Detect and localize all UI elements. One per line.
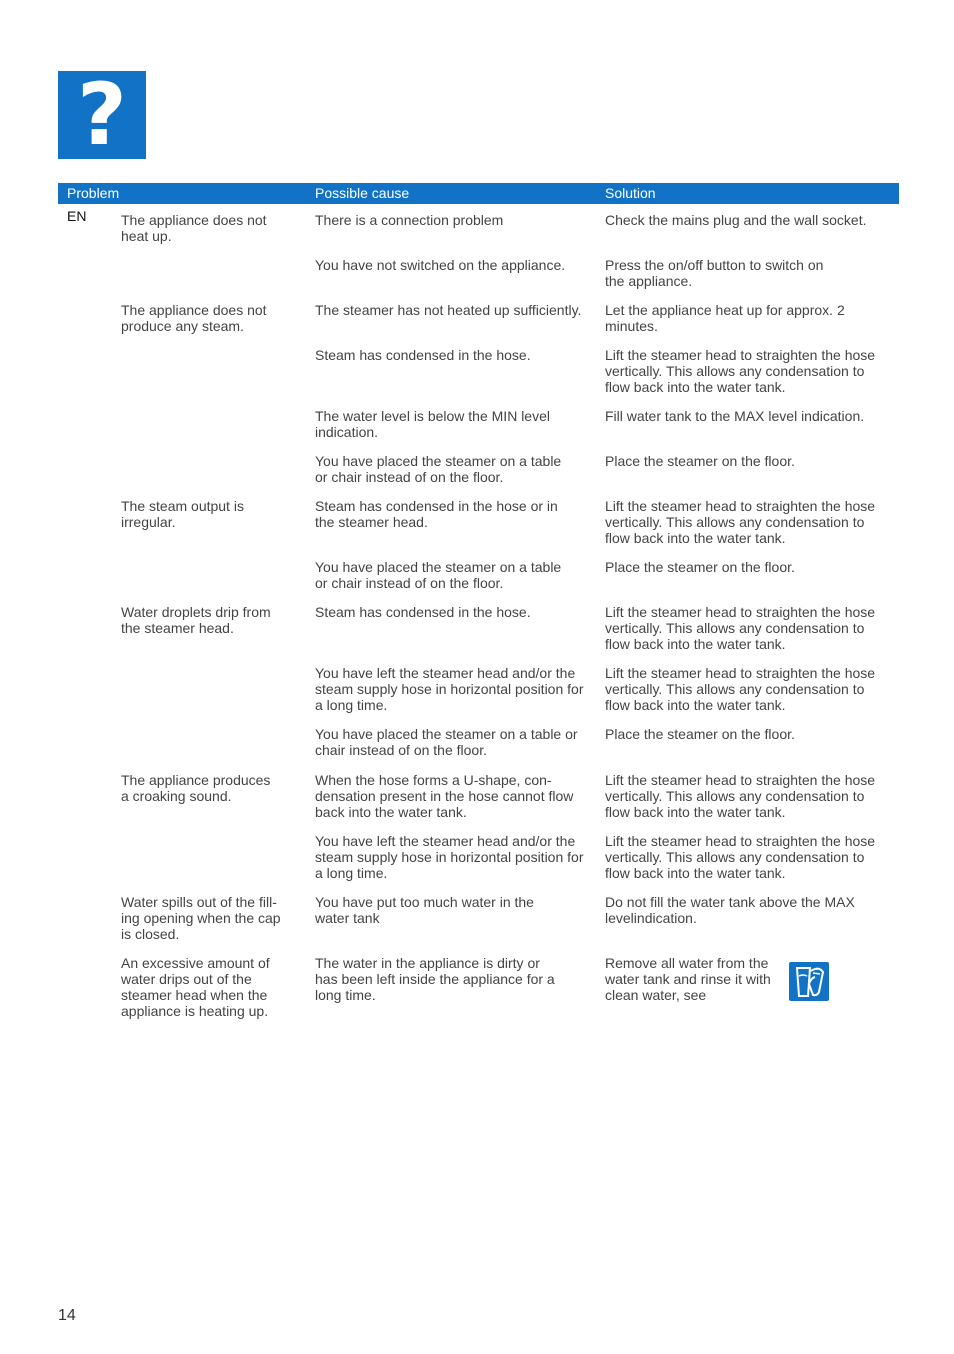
problem-cell: Water spills out of the fill-ing opening when the cap is closed. [121, 894, 281, 942]
header-problem: Problem [67, 185, 120, 201]
cause-cell: You have left the steamer head and/or the steam supply hose in horizontal position for a long time. [315, 833, 584, 881]
cause-cell: You have placed the steamer on a table or chair instead of on the floor. [315, 453, 562, 485]
cause-cell: You have left the steamer head and/or the steam supply hose in horizontal position for a long time. [315, 665, 584, 713]
solution-cell: Press the on/off button to switch on the appliance. [605, 257, 824, 289]
solution-cell: Lift the steamer head to straighten the hose vertically. This allows any condensation to flow back into the water tank. [605, 833, 876, 881]
problem-cell: Water droplets drip from the steamer head. [121, 604, 271, 636]
problem-cell: The appliance produces a croaking sound. [121, 772, 271, 804]
problem-cell: An excessive amount of water drips out of the steamer head when the appliance is heating up. [121, 955, 270, 1019]
cause-cell: Steam has condensed in the hose. [315, 347, 531, 363]
solution-cell: Place the steamer on the floor. [605, 453, 795, 469]
cause-cell: When the hose forms a U-shape, con-densation present in the hose cannot flow back into the water tank. [315, 772, 574, 820]
question-mark-icon [58, 65, 146, 165]
cause-cell: Steam has condensed in the hose. [315, 604, 531, 620]
rinse-tank-icon [789, 962, 829, 1001]
cause-cell: You have placed the steamer on a table or chair instead of on the floor. [315, 726, 578, 758]
solution-cell: Lift the steamer head to straighten the hose vertically. This allows any condensation to flow back into the water tank. [605, 604, 876, 652]
solution-cell: Lift the steamer head to straighten the hose vertically. This allows any condensation to flow back into the water tank. [605, 347, 876, 395]
solution-cell: Lift the steamer head to straighten the hose vertically. This allows any condensation to flow back into the water tank. [605, 498, 876, 546]
solution-cell: Let the appliance heat up for approx. 2 minutes. [605, 302, 845, 334]
solution-cell: Fill water tank to the MAX level indication. [605, 408, 865, 424]
solution-cell: Remove all water from the water tank and rinse it with clean water, see [605, 955, 771, 1003]
solution-cell: Place the steamer on the floor. [605, 726, 795, 742]
problem-cell: The appliance does not heat up. [121, 212, 267, 244]
solution-cell: Place the steamer on the floor. [605, 559, 795, 575]
solution-cell: Lift the steamer head to straighten the hose vertically. This allows any condensation to flow back into the water tank. [605, 665, 876, 713]
cause-cell: There is a connection problem [315, 212, 504, 228]
problem-cell: The steam output is irregular. [121, 498, 244, 530]
language-label: EN [67, 208, 87, 224]
table-header [58, 183, 899, 204]
cause-cell: Steam has condensed in the hose or in the steamer head. [315, 498, 558, 530]
solution-cell: Do not fill the water tank above the MAX levelindication. [605, 894, 855, 926]
cause-cell: The steamer has not heated up sufficiently. [315, 302, 582, 318]
header-solution: Solution [605, 185, 656, 201]
solution-cell: Lift the steamer head to straighten the hose vertically. This allows any condensation to flow back into the water tank. [605, 772, 876, 820]
cause-cell: You have put too much water in the water tank [315, 894, 534, 926]
cause-cell: The water level is below the MIN level indication. [315, 408, 550, 440]
header-possible-cause: Possible cause [315, 185, 410, 201]
question-mark-glyph: ? [77, 65, 127, 165]
page-number: 14 [58, 1307, 76, 1324]
cause-cell: The water in the appliance is dirty or has been left inside the appliance for a long time. [315, 955, 555, 1003]
cause-cell: You have placed the steamer on a table or chair instead of on the floor. [315, 559, 562, 591]
solution-cell: Check the mains plug and the wall socket. [605, 212, 867, 228]
cause-cell: You have not switched on the appliance. [315, 257, 566, 273]
problem-cell: The appliance does not produce any steam. [121, 302, 267, 334]
